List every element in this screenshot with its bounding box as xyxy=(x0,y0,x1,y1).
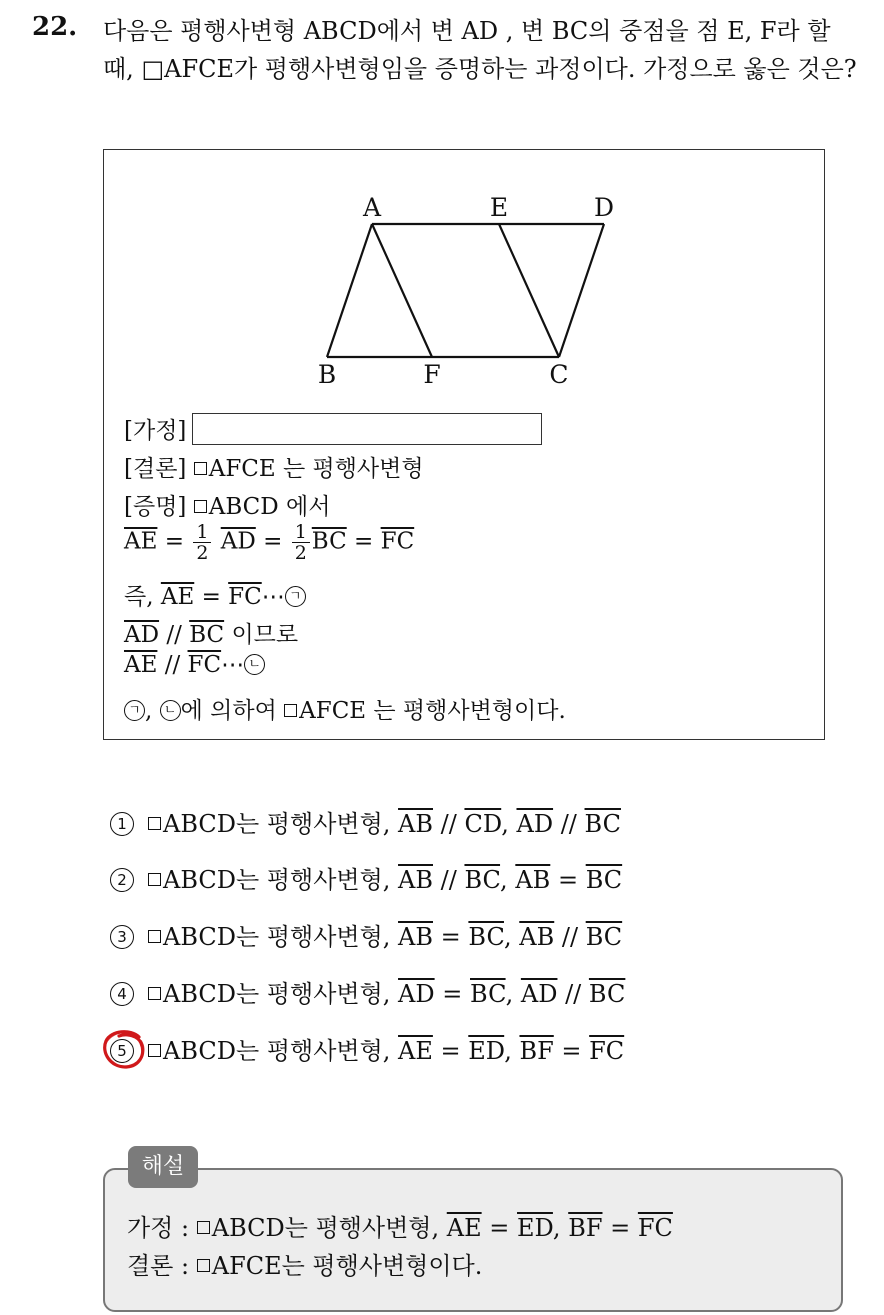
equals-sign: = xyxy=(354,528,374,555)
comma: , xyxy=(504,1037,512,1065)
proof-conclusion-text-2: AFCE 는 평행사변형이다. xyxy=(299,698,566,724)
answer-option-5[interactable] xyxy=(110,1031,624,1066)
segment-bc-text: $\overline{BC}$ xyxy=(311,528,347,555)
segment: $\overline{BC}$ xyxy=(464,866,501,894)
segment: $\overline{FC}$ xyxy=(637,1214,673,1242)
conclusion-text: AFCE 는 평행사변형 xyxy=(208,456,424,482)
vertex-label-c: C xyxy=(549,360,569,389)
segment: $\overline{AD}$ xyxy=(398,980,435,1008)
proof-box xyxy=(103,149,825,740)
fraction-numerator: 1 xyxy=(193,522,211,543)
assumption-blank xyxy=(192,413,542,445)
relation: = xyxy=(561,1037,582,1065)
proof-conclusion-text: 에 의하여 xyxy=(180,698,277,724)
segment-ec xyxy=(499,224,559,357)
segment: $\overline{ED}$ xyxy=(468,1037,505,1065)
option-number: 2 xyxy=(110,868,134,892)
segment: $\overline{BC}$ xyxy=(585,866,623,894)
segment-fc-text: $\overline{FC}$ xyxy=(228,584,262,610)
segment: $\overline{AB}$ xyxy=(398,866,433,894)
segment-af xyxy=(372,224,432,357)
vertex-label-f: F xyxy=(423,360,441,389)
solution-box xyxy=(103,1168,843,1312)
proof-intro: ABCD 에서 xyxy=(208,494,331,520)
circled-marker-1: ㄱ xyxy=(124,700,145,721)
proof-intro-line xyxy=(124,488,330,521)
proof-line-4 xyxy=(124,652,265,678)
segment-ab xyxy=(327,224,372,357)
square-symbol-icon xyxy=(148,1044,161,1057)
segment: $\overline{BC}$ xyxy=(468,923,504,951)
solution-line-2 xyxy=(127,1246,482,1281)
assumption-line xyxy=(124,412,542,448)
vertex-label-b: B xyxy=(317,360,337,389)
relation: = xyxy=(489,1214,510,1242)
relation: // xyxy=(440,810,457,838)
relation: // xyxy=(560,810,577,838)
parallelogram-figure xyxy=(304,170,634,389)
ellipsis: ⋯ xyxy=(221,652,245,678)
option-number: 3 xyxy=(110,925,134,949)
solution-tag: 해설 xyxy=(128,1146,198,1188)
circled-marker-1: ㄱ xyxy=(285,586,306,607)
relation: = xyxy=(442,980,463,1008)
option-number: 5 xyxy=(110,1039,134,1063)
option-lead: ABCD는 평행사변형, xyxy=(163,923,391,951)
segment: $\overline{AD}$ xyxy=(520,980,558,1008)
solution-label: 가정 : xyxy=(127,1214,190,1242)
segment: $\overline{CD}$ xyxy=(464,810,502,838)
relation: = xyxy=(557,866,579,894)
segment-ae: $\overline{AE}$ xyxy=(160,584,195,610)
conclusion-line xyxy=(124,450,424,483)
solution-label: 결론 : xyxy=(127,1252,190,1280)
fraction-denominator: 2 xyxy=(294,542,307,564)
equals-sign: = xyxy=(164,528,184,555)
segment: $\overline{ED}$ xyxy=(517,1214,553,1242)
circled-marker-2: ㄴ xyxy=(244,654,265,675)
relation: = xyxy=(610,1214,631,1242)
answer-option-4[interactable] xyxy=(110,974,625,1009)
answer-option-3[interactable] xyxy=(110,917,622,952)
comma: , xyxy=(501,810,509,838)
comma: , xyxy=(500,866,508,894)
square-symbol-icon xyxy=(148,817,161,830)
segment: $\overline{BC}$ xyxy=(585,923,623,951)
relation: = xyxy=(440,923,461,951)
comma: , xyxy=(145,698,153,724)
segment-fc-text: $\overline{FC}$ xyxy=(380,528,415,555)
segment: $\overline{BC}$ xyxy=(588,980,626,1008)
relation: // xyxy=(561,923,579,951)
conclusion-label: [결론] xyxy=(124,456,187,482)
relation: = xyxy=(440,1037,461,1065)
square-symbol-icon xyxy=(148,930,161,943)
relation: // xyxy=(565,980,582,1008)
question-number: 22. xyxy=(32,12,78,42)
square-symbol-icon xyxy=(148,873,161,886)
square-symbol-icon xyxy=(197,1259,210,1272)
ellipsis: ⋯ xyxy=(261,584,285,610)
comma: , xyxy=(505,980,514,1008)
segment: $\overline{BF}$ xyxy=(519,1037,554,1065)
segment: $\overline{FC}$ xyxy=(589,1037,625,1065)
proof-line-2 xyxy=(124,578,306,611)
relation: // xyxy=(440,866,457,894)
segment-dc xyxy=(559,224,604,357)
fraction-half xyxy=(193,522,211,563)
vertex-label-e: E xyxy=(489,193,509,222)
option-lead: ABCD는 평행사변형, xyxy=(163,866,391,894)
assumption-label: [가정] xyxy=(124,418,187,444)
comma: , xyxy=(503,923,512,951)
parallel-sign: // xyxy=(166,622,182,648)
square-symbol-icon xyxy=(194,500,207,513)
vertex-label-a: A xyxy=(362,193,382,222)
square-symbol-icon xyxy=(284,704,297,717)
segment: $\overline{BC}$ xyxy=(470,980,506,1008)
fraction-denominator: 2 xyxy=(196,542,209,564)
option-lead: ABCD는 평행사변형, xyxy=(163,980,391,1008)
segment-ae: $\overline{AE}$ xyxy=(124,528,158,555)
equals-sign: = xyxy=(201,584,221,610)
answer-option-1[interactable] xyxy=(110,804,621,839)
segment: $\overline{AD}$ xyxy=(516,810,554,838)
segment-ad-text: $\overline{AD}$ xyxy=(124,622,160,648)
proof-prefix: 즉, xyxy=(124,584,154,610)
option-lead: ABCD는 평행사변형, xyxy=(163,810,391,838)
option-number: 1 xyxy=(110,812,134,836)
segment: $\overline{BF}$ xyxy=(568,1214,603,1242)
square-symbol-icon xyxy=(194,462,207,475)
answer-check-circle-icon xyxy=(101,1027,149,1071)
option-number: 4 xyxy=(110,982,134,1006)
solution-conclusion: AFCE는 평행사변형이다. xyxy=(211,1252,483,1280)
proof-suffix: 이므로 xyxy=(231,622,299,648)
segment: $\overline{AB}$ xyxy=(515,866,551,894)
proof-label: [증명] xyxy=(124,494,187,520)
segment-fc-text: $\overline{FC}$ xyxy=(187,652,222,678)
segment: $\overline{AB}$ xyxy=(398,810,433,838)
vertex-label-d: D xyxy=(593,193,615,222)
equals-sign: = xyxy=(263,528,283,555)
proof-line-5 xyxy=(124,692,566,725)
solution-lead: ABCD는 평행사변형, xyxy=(211,1214,440,1242)
segment-bc-text: $\overline{BC}$ xyxy=(189,622,225,648)
option-lead: ABCD는 평행사변형, xyxy=(163,1037,391,1065)
square-symbol-icon xyxy=(148,987,161,1000)
fraction-numerator: 1 xyxy=(292,522,310,543)
segment: $\overline{AE}$ xyxy=(446,1214,482,1242)
answer-option-2[interactable] xyxy=(110,860,622,895)
segment: $\overline{AE}$ xyxy=(398,1037,433,1065)
fraction-half xyxy=(292,522,310,563)
solution-line-1 xyxy=(127,1208,673,1243)
segment-ad-text: $\overline{AD}$ xyxy=(220,528,256,555)
circled-marker-2: ㄴ xyxy=(160,700,181,721)
square-symbol-icon xyxy=(197,1221,210,1234)
question-text: 다음은 평행사변형 ABCD에서 변 AD , 변 BC의 중점을 점 E, F라 할 때, □AFCE가 평행사변형임을 증명하는 과정이다. 가정으로 옳은 것은? xyxy=(103,17,857,83)
proof-line-1 xyxy=(124,522,414,563)
comma: , xyxy=(552,1214,561,1242)
segment-ae: $\overline{AE}$ xyxy=(124,652,158,678)
parallel-sign: // xyxy=(164,652,181,678)
segment: $\overline{AB}$ xyxy=(398,923,433,951)
segment: $\overline{AB}$ xyxy=(519,923,555,951)
segment: $\overline{BC}$ xyxy=(584,810,621,838)
proof-line-3 xyxy=(124,616,298,649)
